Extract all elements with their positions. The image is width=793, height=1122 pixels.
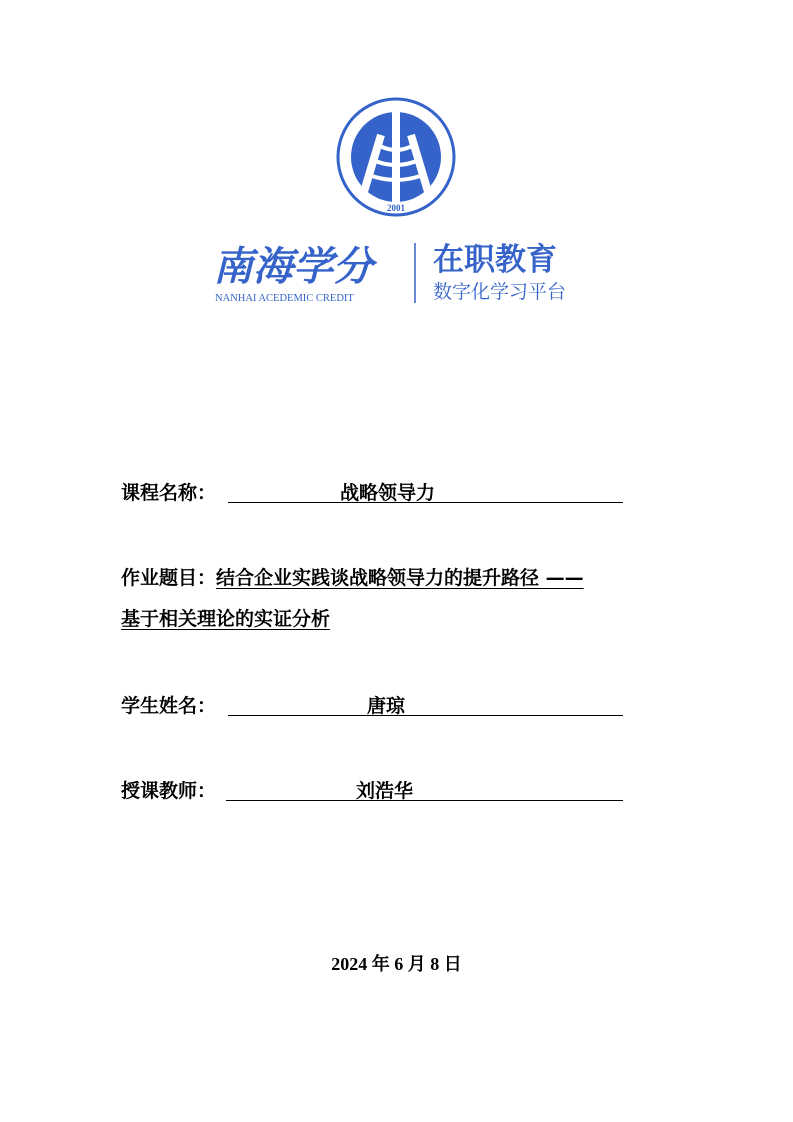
student-value: 唐琼 bbox=[367, 695, 406, 717]
course-label: 课程名称： bbox=[121, 482, 217, 504]
student-field bbox=[121, 691, 406, 718]
assignment-label: 作业题目： bbox=[121, 567, 217, 589]
course-value: 战略领导力 bbox=[340, 482, 436, 504]
tagline-sub: 数字化学习平台 bbox=[433, 281, 567, 303]
assignment-field bbox=[121, 563, 584, 590]
brand-cn: 南海学分 bbox=[213, 243, 373, 290]
date: 2024 年 6 月 8 日 bbox=[331, 954, 462, 974]
nanhai-logo bbox=[213, 95, 578, 305]
course-field bbox=[121, 478, 436, 505]
teacher-value: 刘浩华 bbox=[356, 780, 414, 802]
teacher-label: 授课教师： bbox=[121, 780, 217, 802]
tagline-main: 在职教育 bbox=[433, 242, 557, 278]
assignment-line2: 基于相关理论的实证分析 bbox=[121, 608, 331, 630]
assignment-line1: 结合企业实践谈战略领导力的提升路径 —— bbox=[216, 567, 584, 589]
student-label: 学生姓名： bbox=[121, 695, 217, 717]
teacher-field bbox=[121, 776, 414, 803]
seal-year: 2001 bbox=[387, 203, 405, 213]
brand-en: NANHAI ACEDEMIC CREDIT bbox=[215, 293, 354, 304]
